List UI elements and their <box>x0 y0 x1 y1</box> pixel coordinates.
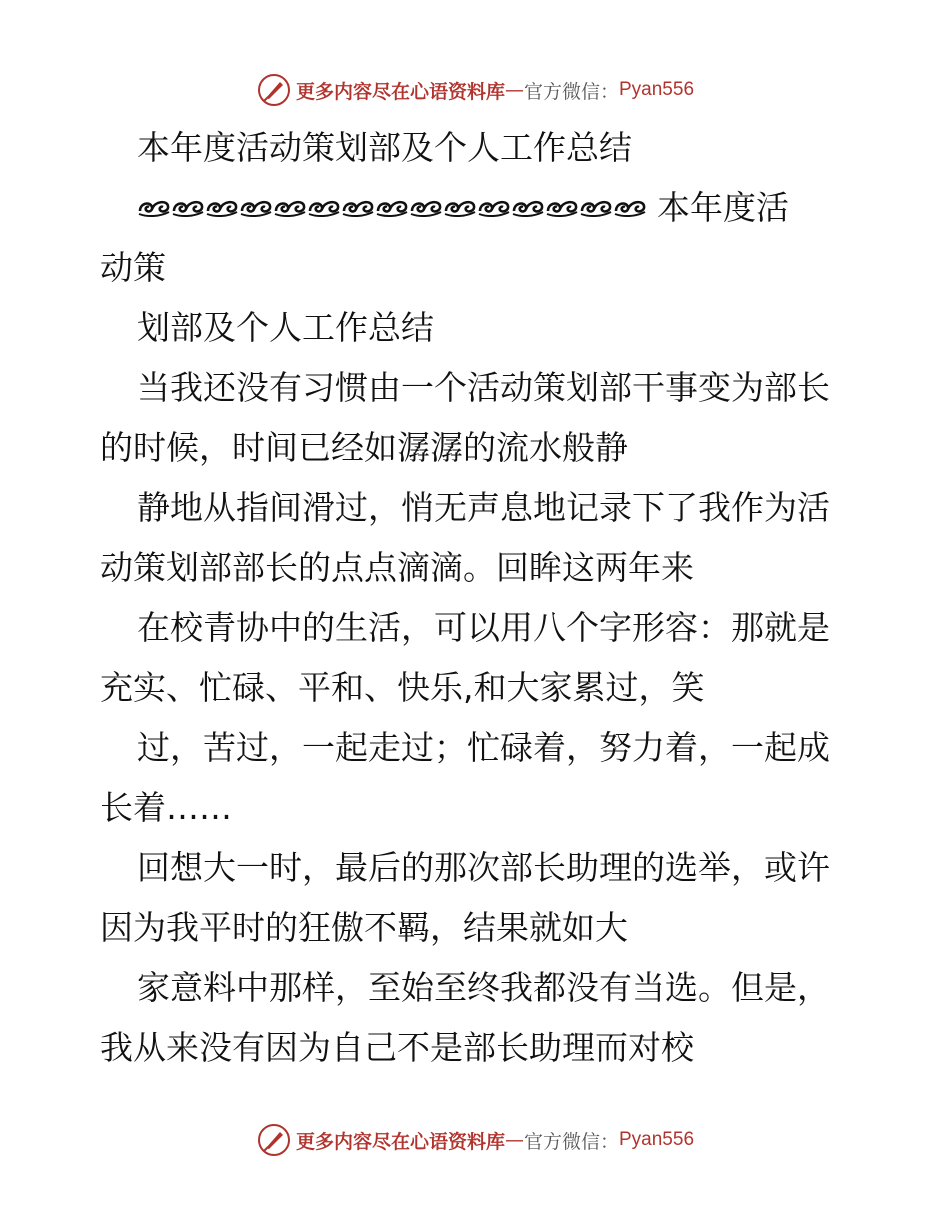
document-body <box>100 118 860 1078</box>
banner-wechat-label: 官方微信： <box>523 1130 619 1153</box>
body-line: 充实、忙碌、平和、快乐,和大家累过，笑 <box>100 668 705 707</box>
banner-wechat-id: Pyan556 <box>619 79 695 100</box>
swirl-ornament-icon <box>341 197 375 219</box>
banner-dash: — <box>504 1129 524 1151</box>
body-line: 动策 <box>100 248 166 287</box>
body-line: 我从来没有因为自己不是部长助理而对校 <box>100 1028 694 1067</box>
banner-wechat-label: 官方微信： <box>523 80 619 103</box>
body-line: 在校青协中的生活，可以用八个字形容：那就是 <box>137 608 830 647</box>
swirl-ornament-icon <box>579 197 613 219</box>
swirl-ornament-icon <box>307 197 341 219</box>
swirl-ornament-icon <box>511 197 545 219</box>
quill-logo-icon <box>256 1122 292 1158</box>
swirl-ornament-icon <box>613 197 647 219</box>
body-line: 回想大一时，最后的那次部长助理的选举，或许 <box>137 848 830 887</box>
body-line: 长着…… <box>100 788 232 827</box>
banner-site-text: 更多内容尽在心语资料库 <box>295 80 505 103</box>
ornament-trailing-text: 本年度活 <box>657 188 789 227</box>
body-line: 动策划部部长的点点滴滴。回眸这两年来 <box>100 548 694 587</box>
body-line: 划部及个人工作总结 <box>137 308 434 347</box>
swirl-ornament-icon <box>273 197 307 219</box>
body-line: 当我还没有习惯由一个活动策划部干事变为部长 <box>137 368 830 407</box>
banner-dash: — <box>504 79 524 101</box>
swirl-ornament-icon <box>443 197 477 219</box>
body-line: 的时候，时间已经如潺潺的流水般静 <box>100 428 628 467</box>
footer-banner <box>0 1120 950 1160</box>
banner-site-text: 更多内容尽在心语资料库 <box>295 1130 505 1153</box>
swirl-ornament-icon <box>205 197 239 219</box>
body-line: 静地从指间滑过，悄无声息地记录下了我作为活 <box>137 488 830 527</box>
body-line: 因为我平时的狂傲不羁，结果就如大 <box>100 908 628 947</box>
swirl-ornament-icon <box>477 197 511 219</box>
ornament-strip <box>137 197 647 219</box>
body-line: 过，苦过，一起走过；忙碌着，努力着，一起成 <box>137 728 830 767</box>
swirl-ornament-icon <box>375 197 409 219</box>
quill-logo-icon <box>256 72 292 108</box>
banner-wechat-id: Pyan556 <box>619 1129 695 1150</box>
swirl-ornament-icon <box>545 197 579 219</box>
body-line: 家意料中那样，至始至终我都没有当选。但是， <box>137 968 830 1007</box>
header-banner <box>0 70 950 110</box>
swirl-ornament-icon <box>171 197 205 219</box>
swirl-ornament-icon <box>409 197 443 219</box>
swirl-ornament-icon <box>137 197 171 219</box>
ornament-row <box>100 178 860 238</box>
swirl-ornament-icon <box>239 197 273 219</box>
document-title: 本年度活动策划部及个人工作总结 <box>137 128 632 167</box>
